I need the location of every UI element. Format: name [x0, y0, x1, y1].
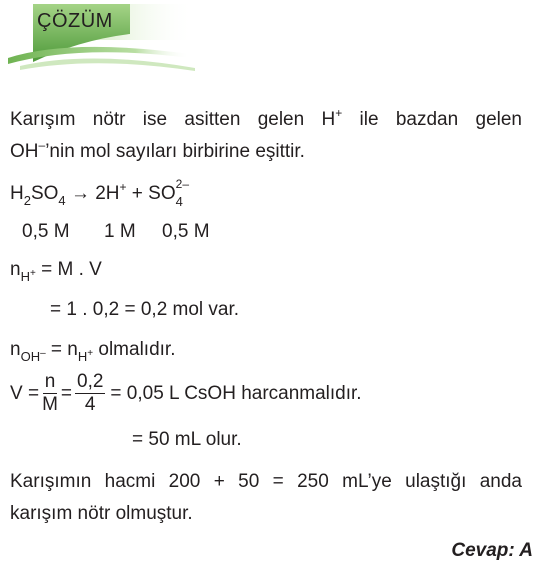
conclusion-line-1: Karışımın hacmi 200 + 50 = 250 mL’ye ulaştığı anda	[10, 471, 522, 492]
nh-equation: $n_{H^+} = M$ . V	[10, 259, 102, 284]
noh-equation: $n_{OH^-} = n_{H^+}$ olmalıdır.	[10, 339, 176, 364]
answer-label: Cevap: A	[451, 540, 533, 561]
reaction-arrow: →	[70, 183, 90, 204]
dissociation-equation: $H_2SO_4 \to 2H^+$ + SO 2– 4	[10, 177, 189, 209]
conclusion-line-2: karışım nötr olmuştur.	[10, 503, 193, 524]
concentration-h: 1 M	[104, 221, 136, 242]
concentration-so4: 0,5 M	[162, 221, 210, 242]
concentration-h2so4: 0,5 M	[22, 221, 70, 242]
intro-line-1: Karışım nötr ise asitten gelen H+ ile bazdan gelen	[10, 106, 522, 130]
nh-result: = 1 . 0,2 = 0,2 mol var.	[50, 299, 240, 320]
banner-label: ÇÖZÜM	[37, 10, 113, 32]
volume-ml-result: = 50 mL olur.	[132, 429, 242, 450]
fraction-values: $\frac{0,2}{4}$	[77, 371, 104, 415]
volume-equation: V = $\frac{n}{M}$ = $\frac{0,2}{4}$ = 0,05 L CsOH harcanmalıdır.	[10, 371, 362, 415]
solution-banner	[0, 0, 200, 90]
intro-line-2: OH–’nin mol sayıları birbirine eşittir.	[10, 138, 305, 162]
fraction-n-over-m: $\frac{n}{M}$	[42, 371, 58, 415]
